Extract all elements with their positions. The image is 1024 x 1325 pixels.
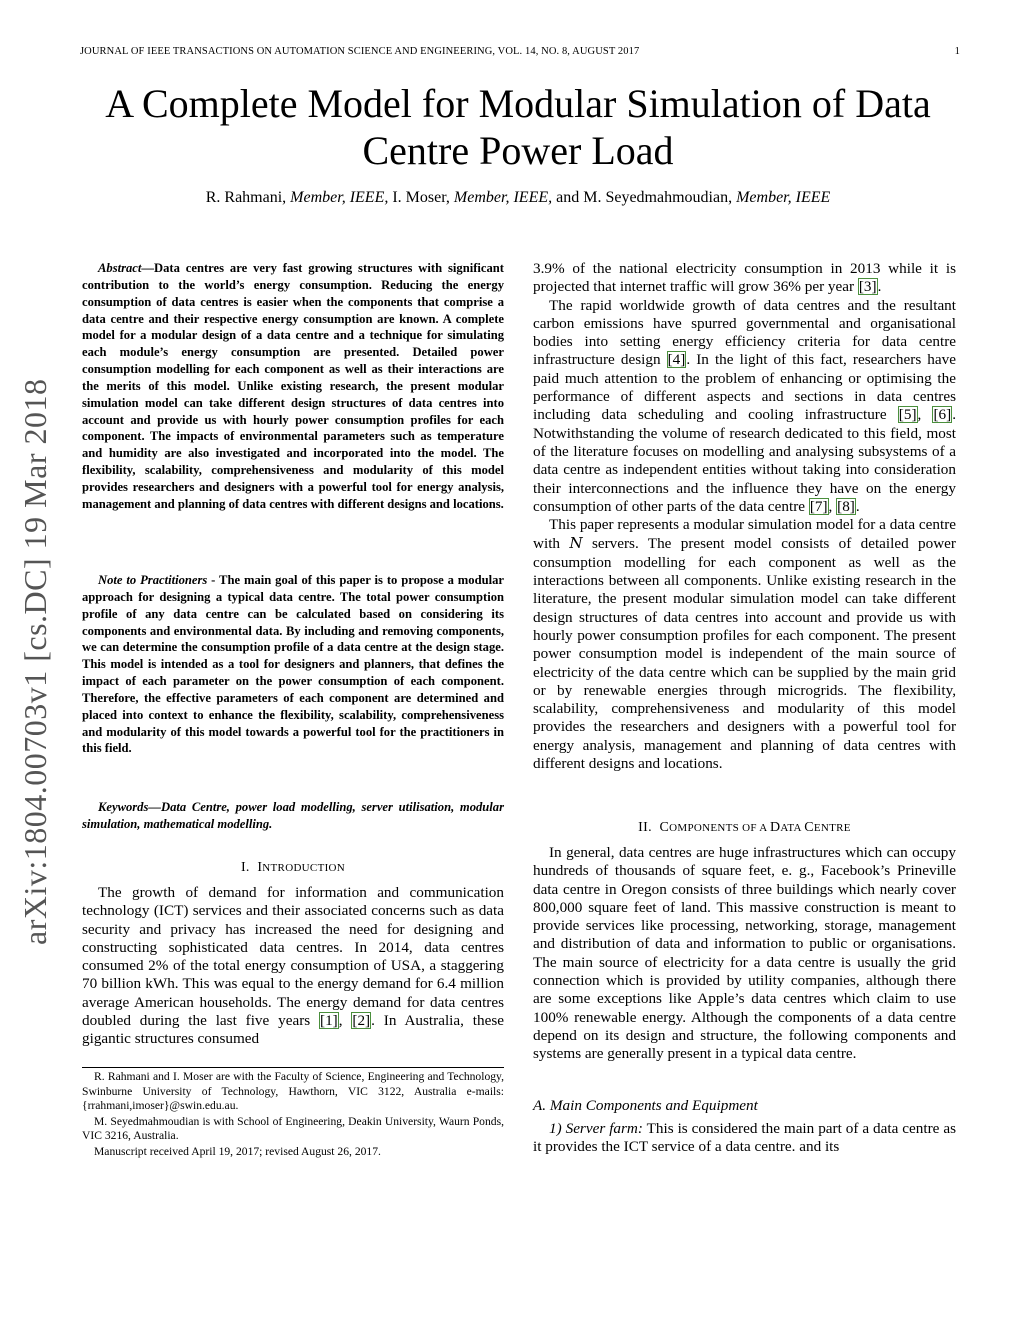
sc-rest: ATA [780,822,805,834]
abstract-text: —Data centres are very fast growing structures with significant contribution to the world’s energy consumption. Reducing the energy consumption of data centres is easier when the components that comprise a data centre and their respective energy consumption are known. A complete model for a modular design of a data centre and a technique for simulating each module’s energy consumption are presented. Detailed power consumption modelling for each component as well as their interactions are the merits of this model. Unlike existing research, the present modular simulation model can take different design structures of data centres into account and provide us with hourly power consumption profiles for each component. The impacts of environmental parameters such as temperature and humidity are also investigated and incorporated into the model. The flexibility, scalability, comprehensiveness and modularity of this model provides researchers and designers with a powerful tool for energy analysis, management and planning of data centres with different designs and locations. [82,261,504,511]
section-title-rest: NTRODUCTION [262,862,346,874]
intro-continuation: 3.9% of the national electricity consumption in 2013 while it is projected that internet traffic will grow 36% per year [3]. [533,260,956,296]
components-paragraph: In general, data centres are huge infrastructures which can occupy hundreds of thousands of square feet, e. g., Facebook’s Prineville data centre in Oregon consists of three buildings which nearly cover 800,000 square feet of land. This massive construction is meant to provide services like processing, networking, storage, management and distribution of data and information to public or organisations. The main source of electricity for a data centre is usually the grid connection which is provided by utility companies, although there are some exceptions like Apple’s data centres which claim to use 100% renewable energy. Although the components of a data centre depend on its design and structure, the following components and systems are generally present in a typical data centre. [533,844,956,1063]
title-line-1: A Complete Model for Modular Simulation of Data [105,81,931,126]
citation-link[interactable]: [1] [320,1012,338,1030]
p2-text-b: . In the light of this fact, researchers have paid much attention to the problem of enhancing or optimising the performance of different aspects and sections in data centres including data scheduling and cooling infrastructure [533,351,956,424]
sc-initial: D [769,820,781,835]
intro-paragraph-2: The rapid worldwide growth of data centres and the resultant carbon emissions have spurred governmental and organisational bodies into setting energy efficiency criteria for data centre infrastructure design [4]. In the light of this fact, researchers have paid much attention to the problem of enhancing or optimising the performance of different aspects and sections in data centres including data scheduling and cooling infrastructure [5], [6]. Notwithstanding the volume of research dedicated to this field, most of the literature focuses on modelling and analysing subsystems of a data centre as independent entities without taking into consideration their interconnections and the influence they have on the energy consumption of other parts of the data centre [7], [8]. [533,296,956,515]
citation-link[interactable]: [5] [898,406,917,424]
note-to-practitioners [82,572,504,757]
note-text: - The main goal of this paper is to propose a modular approach for designing a typical data centre. The total power consumption profile of any data centre can be calculated based on considering its components and environmental data. By including and removing components, we can determine the consumption profile of a data centre at the design stage. This model is intended as a tool for designers and planners, that defines the impact of each parameter on the power consumption of each component. Therefore, the effective parameters of each component are determined and placed into context to enhance the flexibility, scalability, comprehensiveness and modularity of this model towards a powerful tool for the practitioners in this field. [82,573,504,756]
author-1: R. Rahmani, [205,189,287,206]
intro-paragraph-3 [533,516,956,773]
author-2: I. Moser, [392,189,450,206]
right-column-text [533,260,956,773]
author-2-membership: Member, IEEE, [453,189,553,206]
p2-text-c: . Notwithstanding the volume of research dedicated to this field, most of the literature focuses on modelling and analysing subsystems of a data centre as independent entities without taking into consideration their interconnections and the influence they have on the energy consumption of other parts of the data centre [533,406,956,515]
server-farm-body: This is considered the main part of a data centre as it provides the ICT service of a data centre. and its [533,1120,956,1156]
author-3-membership: Member, IEEE [736,189,831,206]
server-farm-paragraph [533,1120,956,1157]
abstract-label: Abstract [98,261,142,275]
p3-text-a: This paper represents a modular simulation model for a data centre with [533,516,956,553]
intro-text-end: . In Australia, these gigantic structures consumed [82,1012,504,1048]
server-farm-label: 1) Server farm: [549,1120,643,1137]
citation-link[interactable]: [3] [858,278,877,296]
intro-cont-text: 3.9% of the national electricity consumption in 2013 while it is projected that internet traffic will grow 36% per year [533,260,956,296]
author-list [60,189,976,207]
footnote-affiliation-2: M. Seyedmahmoudian is with School of Engineering, Deakin University, Waurn Ponds, VIC 3216, Australia. [82,1114,504,1143]
footnote-rule [82,1067,504,1068]
footnote-manuscript-dates: Manuscript received April 19, 2017; revised August 26, 2017. [94,1144,381,1158]
section-number: I. [240,860,250,875]
intro-text: The growth of demand for information and communication technology (ICT) services and their associated concerns such as data security and privacy has increased the need for designing and constructing sophisticated data centres. In 2014, data centres consumed 2% of the total energy consumption of USA, a staggering 70 billion kWh. This was equal to the energy demand for 6.4 million average American households. The energy demand for data centres doubled during the last five years [82,884,504,1030]
running-header [80,46,960,57]
p3-text-b: servers. The present model consists of detailed power consumption modelling for each component as well as the interactions between all components. Unlike existing research in the literature, the present modular simulation model can take different design structures of data centres into account and provide us with hourly power consumption profiles for each component. The present power consumption model is independent of the main source of electricity of the data centre which can be supplied by the main grid or by renewable energies through microgrids. The flexibility, scalability, comprehensiveness and modularity of this model provides the researchers and designers with a powerful tool for energy analysis, management and planning of data centres with different designs and locations. [533,535,956,773]
sc-rest: ENTRE [813,822,851,834]
citation-link[interactable]: [2] [352,1012,371,1030]
section-title-initial: I [257,860,263,875]
components-text [533,844,956,1064]
footnote-affiliation-1: R. Rahmani and I. Moser are with the Faculty of Science, Engineering and Technology, Swinburne University of Technology, Hawthorn, VIC 3122, Australia e-mails: {rrahmani,imoser}@swin.edu.au. [82,1070,504,1113]
author-3: M. Seyedmahmoudian, [583,189,733,206]
sc-initial: C [804,820,814,835]
keywords: Keywords—Data Centre, power load modelling, server utilisation, modular simulation, mathematical modelling. [82,800,504,831]
citation-link[interactable]: [8] [837,497,855,515]
server-farm-text [533,1120,956,1157]
note-label: Note to Practitioners [98,573,208,587]
citation-link[interactable]: [6] [933,406,952,424]
p2-text-a: The rapid worldwide growth of data centres and the resultant carbon emissions have spurred governmental and organisational bodies into setting energy efficiency criteria for data centre infrastructure design [533,296,956,369]
journal-header: JOURNAL OF IEEE TRANSACTIONS ON AUTOMATION SCIENCE AND ENGINEERING, VOL. 14, NO. 8, AUGUST 2017 [80,46,640,57]
sc-initial: C [659,820,670,835]
abstract [82,260,504,513]
title-line-2: Centre Power Load [362,128,674,173]
math-symbol-n: N [569,534,583,553]
subsection-heading-main-components: A. Main Components and Equipment [533,1097,758,1114]
citation-link[interactable]: [7] [809,497,828,515]
section-heading-components [533,820,956,836]
intro-paragraph: The growth of demand for information and communication technology (ICT) services and their associated concerns such as data security and privacy has increased the need for designing and constructing sophisticated data centres. In 2014, data centres consumed 2% of the total energy consumption of USA, a staggering 70 billion kWh. This was equal to the energy demand for 6.4 million average American households. The energy demand for data centres doubled during the last five years [1], [2]. In Australia, these gigantic structures consumed [82,884,504,1048]
citation-link[interactable]: [4] [667,351,686,369]
sc-rest: OMPONENTS OF A [669,822,770,834]
section-number: II. [638,820,652,835]
section-heading-introduction [82,860,504,876]
introduction-text [82,884,504,1049]
arxiv-watermark: arXiv:1804.00703v1 [cs.DC] 19 Mar 2018 [17,378,53,945]
paper-title [60,80,976,174]
page-number: 1 [954,46,960,57]
footnotes [82,1070,504,1161]
author-conjunction: and [556,189,580,206]
author-1-membership: Member, IEEE, [290,189,389,206]
